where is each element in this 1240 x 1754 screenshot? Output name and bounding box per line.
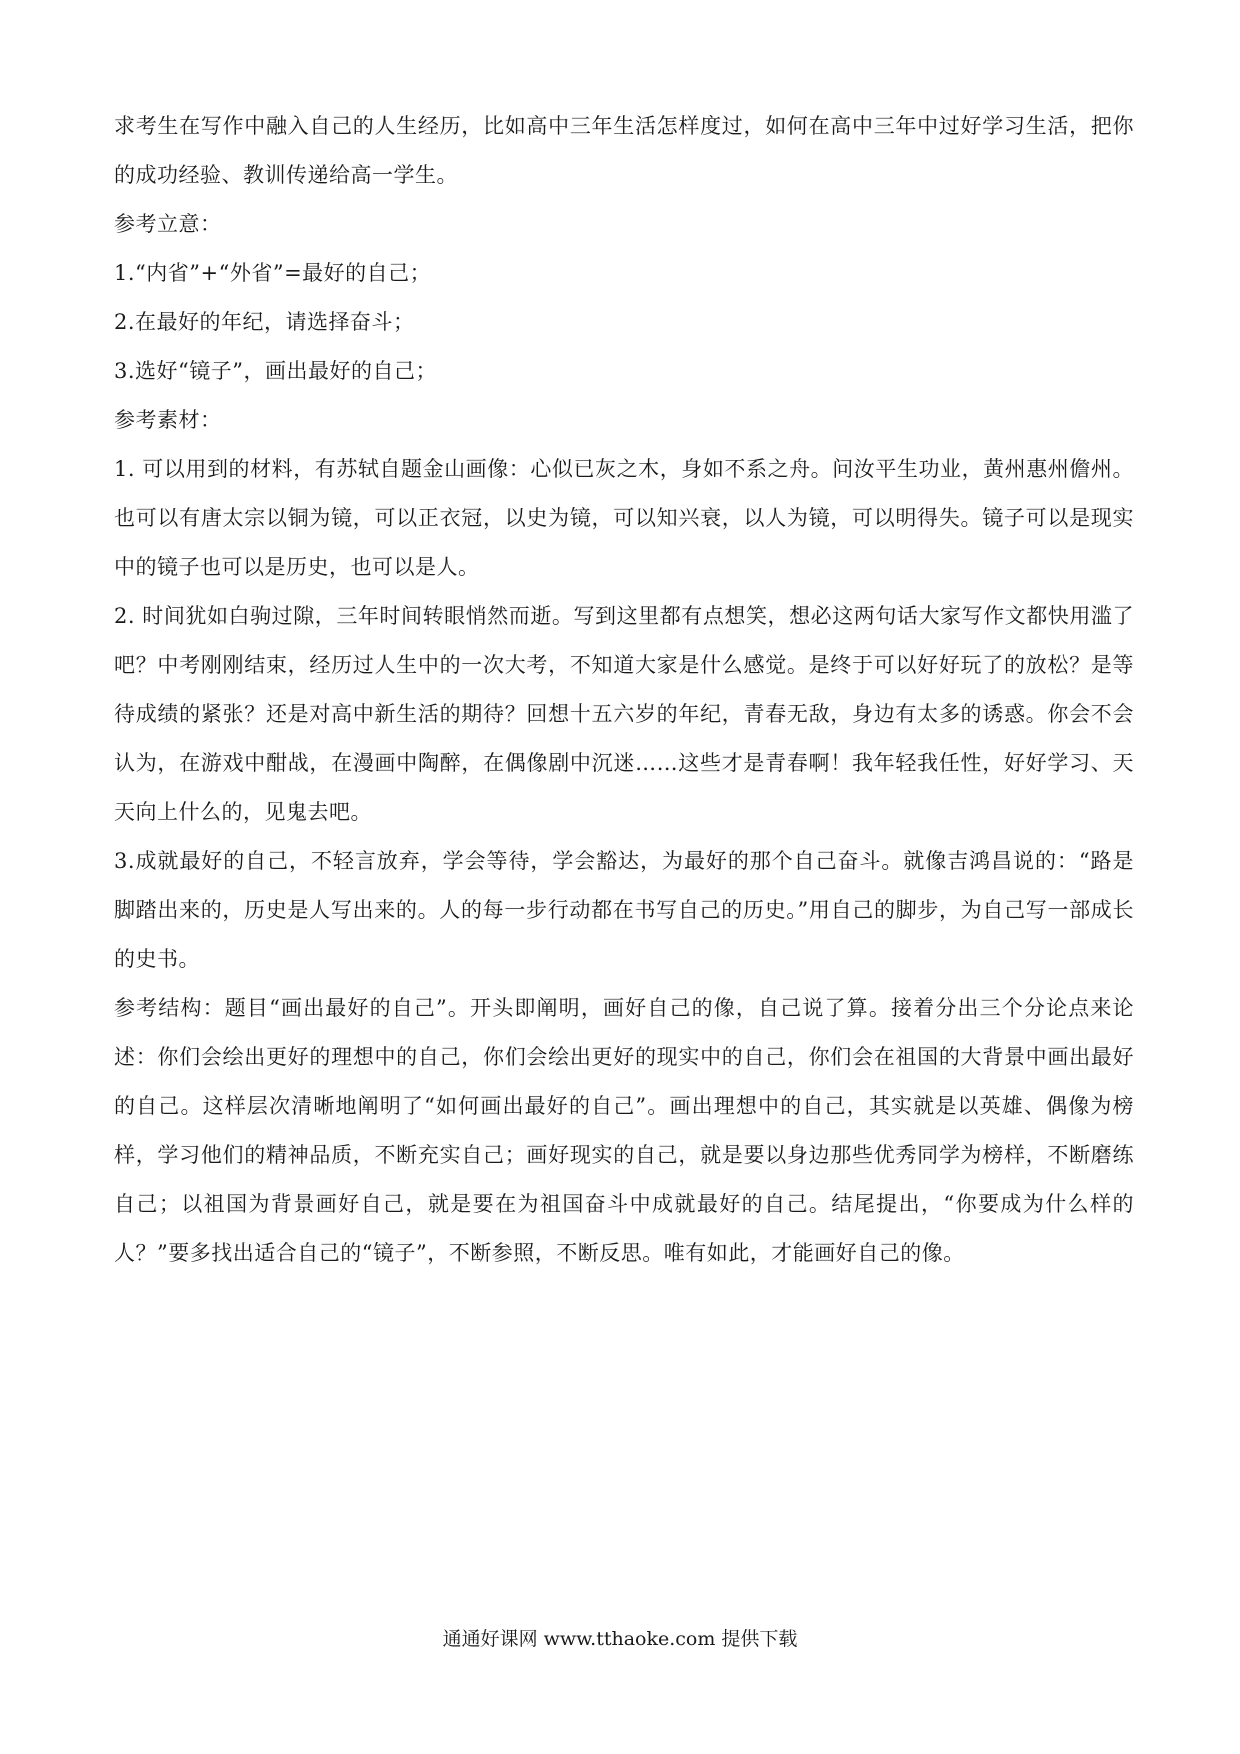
heading-reference-ideas: 参考立意： [114, 212, 222, 236]
idea-item-3: 3.选好“镜子”，画出最好的自己； [114, 359, 438, 383]
material-item-2: 2. 时间犹如白驹过隙，三年时间转眼悄然而逝。写到这里都有点想笑，想必这两句话大家写作文都快用滥了吧？中考刚刚结束，经历过人生中的一次大考，不知道大家是什么感觉。是终于可以好好玩了的放松？是等待成绩的紧张？还是对高中新生活的期待？回想十五六岁的年纪，青春无敌，身边有太多的诱惑。你会不会认为，在游戏中酣战，在漫画中陶醉，在偶像剧中沉迷……这些才是青春啊！我年轻我任性，好好学习、天天向上什么的，见鬼去吧。 [114, 604, 1134, 824]
heading-reference-materials: 参考素材： [114, 408, 222, 432]
material-item-3: 3.成就最好的自己，不轻言放弃，学会等待，学会豁达，为最好的那个自己奋斗。就像吉鸿昌说的：“路是脚踏出来的，历史是人写出来的。人的每一步行动都在书写自己的历史。”用自己的脚步，为自己写一部成长的史书。 [114, 849, 1134, 971]
document-body [114, 102, 1134, 1278]
paragraph-intro-continued: 求考生在写作中融入自己的人生经历，比如高中三年生活怎样度过，如何在高中三年中过好学习生活，把你的成功经验、教训传递给高一学生。 [114, 114, 1134, 187]
idea-item-1: 1.“内省”+“外省”=最好的自己； [114, 261, 432, 285]
material-item-1: 1. 可以用到的材料，有苏轼自题金山画像：心似已灰之木，身如不系之舟。问汝平生功业，黄州惠州儋州。也可以有唐太宗以铜为镜，可以正衣冠，以史为镜，可以知兴衰，以人为镜，可以明得失。镜子可以是现实中的镜子也可以是历史，也可以是人。 [114, 457, 1134, 579]
reference-structure: 参考结构：题目“画出最好的自己”。开头即阐明，画好自己的像，自己说了算。接着分出三个分论点来论述：你们会绘出更好的理想中的自己，你们会绘出更好的现实中的自己，你们会在祖国的大背景中画出最好的自己。这样层次清晰地阐明了“如何画出最好的自己”。画出理想中的自己，其实就是以英雄、偶像为榜样，学习他们的精神品质，不断充实自己；画好现实的自己，就是要以身边那些优秀同学为榜样，不断磨练自己；以祖国为背景画好自己，就是要在为祖国奋斗中成就最好的自己。结尾提出，“你要成为什么样的人？”要多找出适合自己的“镜子”，不断参照，不断反思。唯有如此，才能画好自己的像。 [114, 996, 1134, 1265]
page-footer: 通通好课网 www.tthaoke.com 提供下载 [442, 1628, 798, 1650]
idea-item-2: 2.在最好的年纪，请选择奋斗； [114, 310, 415, 334]
